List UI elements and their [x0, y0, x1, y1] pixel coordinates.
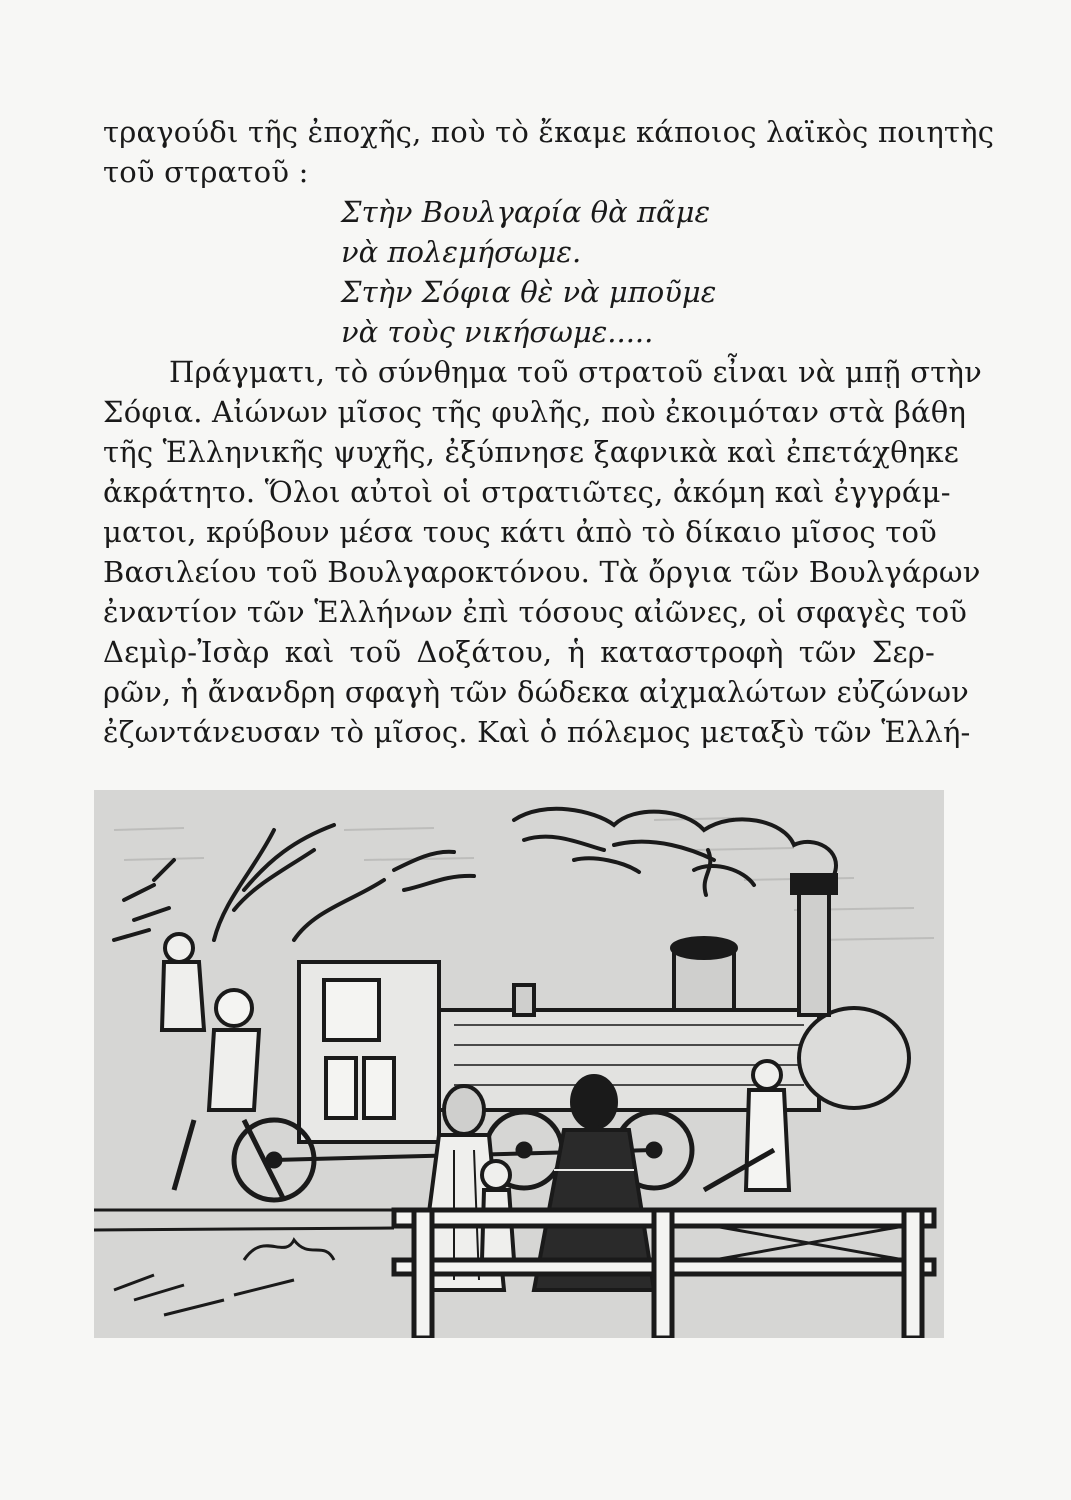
paragraph-line-8: Δεμὶρ-Ἰσὰρ καὶ τοῦ Δοξάτου, ἡ καταστροφὴ τῶν Σερ- — [103, 635, 935, 669]
verse-line-3: Στὴν Σόφια θὲ νὰ μποῦμε — [341, 275, 717, 309]
text-block — [103, 112, 995, 752]
verse-line-1: Στὴν Βουλγαρία θὰ πᾶμε — [341, 195, 710, 229]
ground-lines — [94, 1210, 394, 1315]
paragraph-line-5: ματοι, κρύβουν μέσα τους κάτι ἀπὸ τὸ δίκαιο μῖσος τοῦ — [103, 515, 937, 549]
paragraph-line-10: ἐζωντάνευσαν τὸ μῖσος. Καὶ ὁ πόλεμος μεταξὺ τῶν Ἑλλή- — [103, 715, 971, 749]
paragraph-line-9: ρῶν, ἡ ἄνανδρη σφαγὴ τῶν δώδεκα αἰχμαλώτων εὐζώνων — [103, 675, 969, 709]
smoke — [514, 809, 836, 895]
paragraph-line-1: Πράγματι, τὸ σύνθημα τοῦ στρατοῦ εἶναι νὰ μπῇ στὴν — [169, 355, 982, 389]
paragraph-line-6: Βασιλείου τοῦ Βουλγαροκτόνου. Τὰ ὄργια τῶν Βουλγάρων — [103, 555, 981, 589]
text-line-2: τοῦ στρατοῦ : — [103, 155, 309, 189]
paragraph-line-7: ἐναντίον τῶν Ἑλλήνων ἐπὶ τόσους αἰῶνες, οἱ σφαγὲς τοῦ — [103, 595, 968, 629]
locomotive-cab — [299, 962, 439, 1142]
tree-branches — [114, 825, 474, 940]
verse-line-4: νὰ τοὺς νικήσωμε..... — [341, 315, 654, 349]
paragraph-line-2: Σόφια. Αἰώνων μῖσος τῆς φυλῆς, ποὺ ἐκοιμόταν στὰ βάθη — [103, 395, 967, 429]
locomotive-illustration — [94, 790, 944, 1338]
locomotive-drawing — [94, 790, 944, 1338]
paragraph-line-3: τῆς Ἑλληνικῆς ψυχῆς, ἐξύπνησε ξαφνικὰ καὶ ἐπετάχθηκε — [103, 435, 959, 469]
paragraph-line-4: ἀκράτητο. Ὅλοι αὐτοὶ οἱ στρατιῶτες, ἀκόμη καὶ ἐγγράμ- — [103, 475, 951, 509]
verse-line-2: νὰ πολεμήσωμε. — [341, 235, 582, 269]
text-line-1: τραγούδι τῆς ἐποχῆς, ποὺ τὸ ἔκαμε κάποιος λαϊκὸς ποιητὴς — [103, 115, 995, 149]
